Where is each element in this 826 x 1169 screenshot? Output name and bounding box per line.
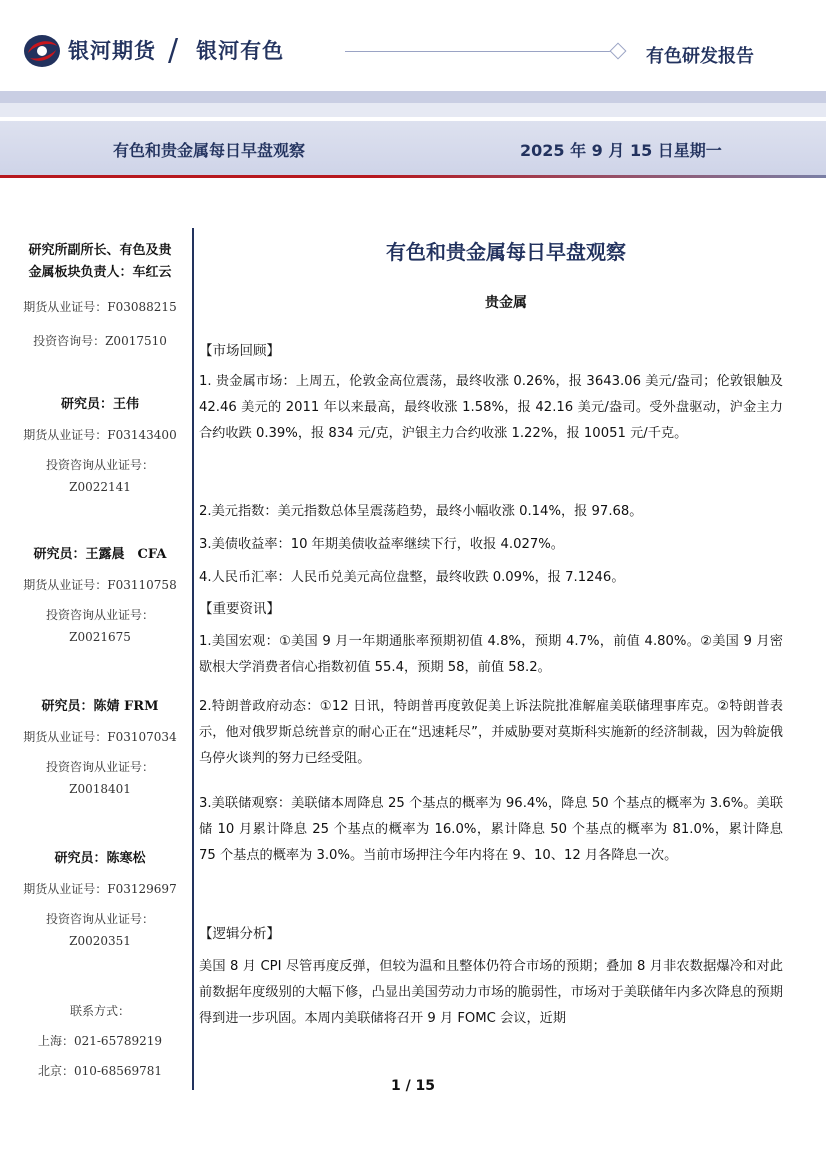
paragraph-rmb-rate: 4.人民币汇率：人民币兑美元高位盘整，最终收跌 0.09%，报 7.1246。 <box>199 570 625 585</box>
contact-title: 联系方式： <box>69 1004 130 1018</box>
futures-license: 期货从业证号：F03107034 <box>23 730 177 744</box>
paragraph-dollar-index: 2.美元指数：美元指数总体呈震荡趋势，最终小幅收涨 0.14%，报 97.68。 <box>199 504 643 519</box>
contact-block <box>14 1000 186 1082</box>
analyst-block <box>14 696 186 800</box>
analyst-block <box>14 544 186 648</box>
sub-brand-name: 银河有色 <box>196 39 285 63</box>
sidebar-divider <box>192 228 194 1090</box>
brand-separator: / <box>168 32 179 68</box>
header-rule <box>345 51 613 52</box>
advisory-license: Z0020351 <box>69 934 131 948</box>
brand-logo <box>22 30 284 70</box>
advisory-license-label: 投资咨询从业证号： <box>45 608 154 622</box>
advisory-license: Z0018401 <box>69 782 131 796</box>
contact-beijing: 北京：010-68569781 <box>37 1064 163 1078</box>
section-heading-market: 【市场回顾】 <box>199 343 280 359</box>
paragraph-treasury-yield: 3.美债收益率：10 年期美债收益率继续下行，收报 4.027%。 <box>199 537 564 552</box>
page-header <box>0 0 826 178</box>
paragraph-us-macro: 1.美国宏观：①美国 9 月一年期通胀率预期初值 4.8%，预期 4.7%，前值 4.80%。②美国 9 月密歇根大学消费者信心指数初值 55.4，预期 58，前值 58.2。 <box>199 634 783 675</box>
analyst-name: 研究员：陈婧 FRM <box>41 699 159 714</box>
analyst-block <box>14 240 186 352</box>
futures-license: 期货从业证号：F03143400 <box>23 428 177 442</box>
advisory-license-label: 投资咨询从业证号： <box>45 760 154 774</box>
advisory-license: Z0021675 <box>69 630 131 644</box>
header-band <box>0 91 826 103</box>
paragraph-trump: 2.特朗普政府动态：①12 日讯，特朗普再度敦促美上诉法院批准解雇美联储理事库克。②特朗普表示，他对俄罗斯总统普京的耐心正在“迅速耗尽”，并威胁要对莫斯科实施新的经济制裁，因为斡旋俄乌停火谈判的努力已经受阻。 <box>199 699 783 766</box>
paragraph-precious-metals: 1. 贵金属市场：上周五，伦敦金高位震荡，最终收涨 0.26%，报 3643.06 美元/盎司；伦敦银触及 42.46 美元的 2011 年以来最高，最终收涨 1.58%，报 42.16 美元/盎司。受外盘驱动，沪金主力合约收跌 0.39%，报 834 元/克，沪银主力合约收涨 1.22%，报 10051 元/千克。 <box>199 374 783 441</box>
advisory-license: Z0022141 <box>69 480 131 494</box>
futures-license: 期货从业证号：F03088215 <box>23 300 177 314</box>
page-number: 1 / 15 <box>390 1078 436 1094</box>
section-heading-news: 【重要资讯】 <box>199 601 280 617</box>
analyst-name: 金属板块负责人：车红云 <box>28 265 172 280</box>
contact-shanghai: 上海：021-65789219 <box>37 1034 163 1048</box>
paragraph-logic: 美国 8 月 CPI 尽管再度反弹，但较为温和且整体仍符合市场的预期；叠加 8 月非农数据爆冷和对此前数据年度级别的大幅下修，凸显出美国劳动力市场的脆弱性，市场对于美联储年内多次降息的预期得到进一步巩固。本周内美联储将召开 9 月 FOMC 会议，近期 <box>199 959 783 1026</box>
brand-name: 银河期货 <box>68 39 156 63</box>
header-accent-line <box>0 175 826 178</box>
section-heading-logic: 【逻辑分析】 <box>199 926 280 942</box>
paragraph-fed: 3.美联储观察：美联储本周降息 25 个基点的概率为 96.4%，降息 50 个基点的概率为 3.6%。美联储 10 月累计降息 25 个基点的概率为 16.0%，累计降息 50 个基点的概率为 81.0%，累计降息 75 个基点的概率为 3.0%。当前市场押注今年内将在 9、10、12 月各降息一次。 <box>199 796 783 863</box>
futures-license: 期货从业证号：F03110758 <box>23 578 177 592</box>
advisory-license-label: 投资咨询从业证号： <box>45 912 154 926</box>
futures-license: 期货从业证号：F03129697 <box>23 882 177 896</box>
galaxy-logo-icon <box>22 30 62 70</box>
section-subtitle: 贵金属 <box>485 295 527 311</box>
analyst-block <box>14 394 186 498</box>
diamond-icon <box>610 43 627 60</box>
report-type: 有色研发报告 <box>646 46 754 67</box>
banner-title: 有色和贵金属每日早盘观察 <box>113 141 306 160</box>
document-title: 有色和贵金属每日早盘观察 <box>386 240 626 264</box>
analyst-name: 研究员：王露晨 CFA <box>33 547 167 562</box>
analyst-name: 研究所副所长、有色及贵 <box>28 243 172 258</box>
analyst-block <box>14 848 186 952</box>
advisory-license-label: 投资咨询从业证号： <box>45 458 154 472</box>
advisory-license: 投资咨询号：Z0017510 <box>33 334 167 348</box>
banner-date: 2025 年 9 月 15 日星期一 <box>520 141 722 160</box>
header-band-light <box>0 103 826 117</box>
analyst-name: 研究员：王伟 <box>60 397 139 412</box>
analyst-name: 研究员：陈寒松 <box>54 851 146 866</box>
